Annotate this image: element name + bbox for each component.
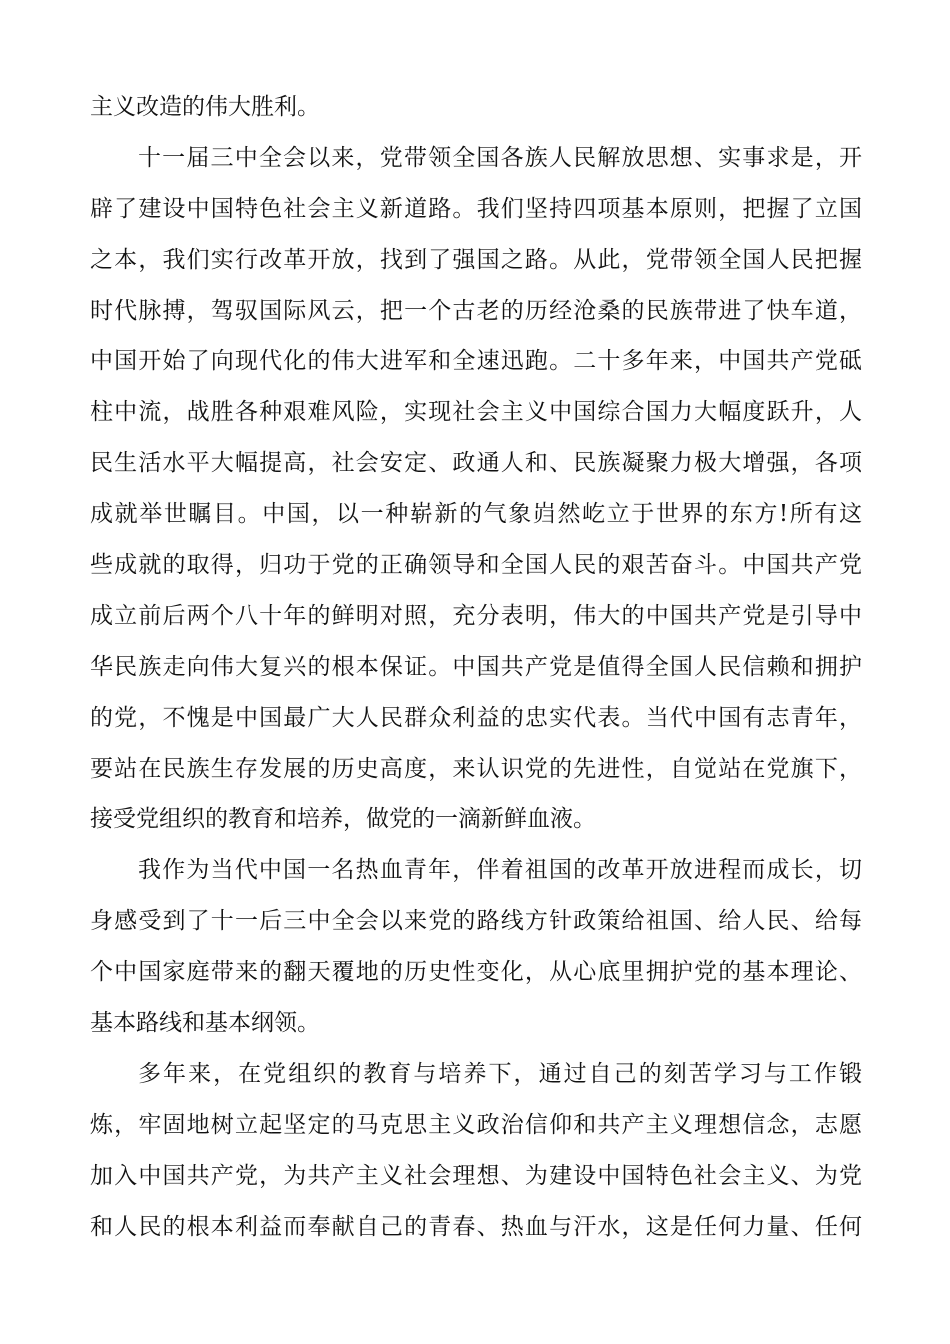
text-line: 个中国家庭带来的翻天覆地的历史性变化，从心底里拥护党的基本理论、 [90, 959, 862, 986]
text-line: 中国开始了向现代化的伟大进军和全速迅跑。二十多年来，中国共产党砥 [90, 348, 862, 375]
text-line: 身感受到了十一后三中全会以来党的路线方针政策给祖国、给人民、给每 [90, 908, 862, 935]
document-page [90, 86, 862, 1256]
text-line: 要站在民族生存发展的历史高度，来认识党的先进性，自觉站在党旗下， [90, 755, 862, 782]
text-line: 我作为当代中国一名热血青年，伴着祖国的改革开放进程而成长，切 [138, 857, 862, 884]
text-line: 民生活水平大幅提高，社会安定、政通人和、民族凝聚力极大增强，各项 [90, 450, 862, 477]
text-line: 之本，我们实行改革开放，找到了强国之路。从此，党带领全国人民把握 [90, 246, 862, 273]
paragraph [90, 86, 862, 137]
text-line: 些成就的取得，归功于党的正确领导和全国人民的艰苦奋斗。中国共产党 [90, 552, 862, 579]
paragraph [90, 1053, 862, 1257]
text-line: 加入中国共产党，为共产主义社会理想、为建设中国特色社会主义、为党 [90, 1162, 862, 1189]
text-line: 多年来，在党组织的教育与培养下，通过自己的刻苦学习与工作锻 [138, 1060, 862, 1087]
text-line: 主义改造的伟大胜利。 [90, 94, 320, 120]
text-line: 炼，牢固地树立起坚定的马克思主义政治信仰和共产主义理想信念，志愿 [90, 1111, 862, 1138]
text-line: 十一届三中全会以来，党带领全国各族人民解放思想、实事求是，开 [138, 144, 862, 171]
text-line: 接受党组织的教育和培养，做党的一滴新鲜血液。 [90, 806, 596, 833]
text-line: 华民族走向伟大复兴的根本保证。中国共产党是值得全国人民信赖和拥护 [90, 653, 862, 680]
text-line: 时代脉搏，驾驭国际风云，把一个古老的历经沧桑的民族带进了快车道， [90, 297, 862, 324]
text-line: 和人民的根本利益而奉献自己的青春、热血与汗水，这是任何力量、任何 [90, 1213, 862, 1240]
paragraph [90, 849, 862, 1053]
text-line: 辟了建设中国特色社会主义新道路。我们坚持四项基本原则，把握了立国 [90, 195, 862, 222]
text-line: 柱中流，战胜各种艰难风险，实现社会主义中国综合国力大幅度跃升，人 [90, 399, 862, 426]
text-line: 成就举世瞩目。中国，以一种崭新的气象岿然屹立于世界的东方!所有这 [90, 501, 862, 528]
text-line: 的党，不愧是中国最广大人民群众利益的忠实代表。当代中国有志青年， [90, 704, 862, 731]
text-line: 基本路线和基本纲领。 [90, 1010, 320, 1037]
paragraph [90, 137, 862, 849]
text-line: 成立前后两个八十年的鲜明对照，充分表明，伟大的中国共产党是引导中 [90, 602, 862, 629]
